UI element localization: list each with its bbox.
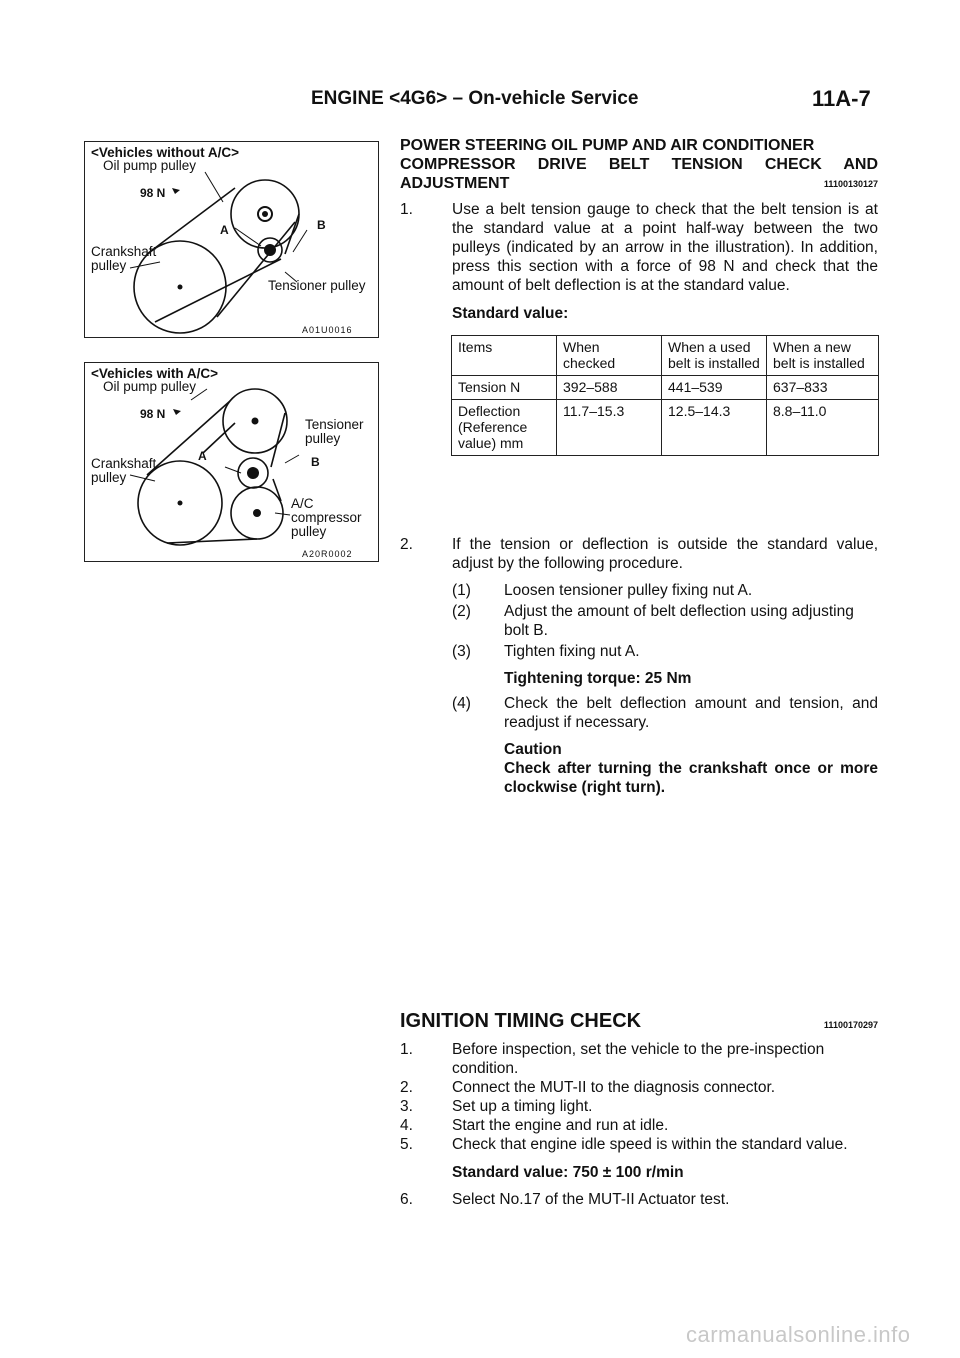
table-header-cell: Items — [452, 336, 557, 376]
standard-value-label: Standard value: — [452, 305, 569, 322]
procedure-substep-2 — [452, 602, 878, 640]
page-header-title: ENGINE <4G6> – On-vehicle Service — [311, 88, 639, 109]
table-cell: 441–539 — [662, 376, 767, 400]
substep-number: (3) — [452, 643, 471, 660]
step-number: 5. — [400, 1136, 413, 1153]
figure2-tensioner-label-2: pulley — [305, 431, 341, 446]
procedure-substep-1 — [452, 581, 878, 600]
step-text: Set up a timing light. — [452, 1098, 593, 1115]
ignition-steps — [400, 1040, 878, 1154]
figure2-ac-label-2: compressor — [291, 510, 362, 525]
step-number: 2. — [400, 1079, 413, 1096]
section1-title-line1: POWER STEERING OIL PUMP AND AIR CONDITIONER — [400, 137, 815, 154]
section1-title-line3: ADJUSTMENT — [400, 175, 510, 192]
figure2-crankshaft-label: Crankshaft — [91, 456, 157, 471]
step-text: Select No.17 of the MUT-II Actuator test. — [452, 1191, 730, 1208]
step-number: 6. — [400, 1191, 413, 1208]
figure1-crankshaft-label: Crankshaft — [91, 244, 157, 259]
substep-number: (4) — [452, 695, 471, 712]
figure1-label-a: A — [220, 223, 229, 237]
step-text: Use a belt tension gauge to check that the belt tension is at the standard value at a point half-way between the two pulleys (indicated by an arrow in the illustration). In addition, press this section with a force of 98 N and check that the amount of belt deflection is at the standard value. — [452, 201, 878, 294]
substep-text: Adjust the amount of belt deflection using adjusting bolt B. — [504, 603, 854, 639]
substep-text: Check the belt deflection amount and tension, and readjust if necessary. — [504, 695, 878, 731]
procedure-substep-4 — [452, 694, 878, 732]
figure2-ac-label: A/C — [291, 496, 314, 511]
section1-step1 — [400, 200, 878, 295]
figure2-code: A20R0002 — [302, 549, 353, 559]
step-text: Start the engine and run at idle. — [452, 1117, 669, 1134]
figure2-tensioner-label: Tensioner — [305, 417, 364, 432]
table-header-cell: When a new belt is installed — [767, 336, 879, 376]
step-text: Check that engine idle speed is within the standard value. — [452, 1136, 848, 1153]
section2-ref-code: 11100170297 — [823, 1020, 878, 1030]
substep-text: Loosen tensioner pulley fixing nut A. — [504, 582, 753, 599]
figure2-title: <Vehicles with A/C> — [91, 366, 219, 381]
section2-title: IGNITION TIMING CHECK — [400, 1010, 642, 1032]
figure1-force-label: 98 N — [140, 186, 166, 200]
figure1-oil-pump-label: Oil pump pulley — [103, 158, 197, 173]
figure2-label-b: B — [311, 455, 320, 469]
step-number: 4. — [400, 1117, 413, 1134]
step-number: 3. — [400, 1098, 413, 1115]
step-text: Before inspection, set the vehicle to the pre-inspection condition. — [452, 1041, 825, 1077]
caution-text: Check after turning the crankshaft once or more clockwise (right turn). — [504, 760, 878, 796]
substep-number: (1) — [452, 582, 471, 599]
ignition-step — [400, 1116, 878, 1135]
figure2-force-label: 98 N — [140, 407, 166, 421]
site-watermark: carmanualsonline.info — [686, 1322, 911, 1347]
table-header-cell: When checked — [557, 336, 662, 376]
substep-text: Tighten fixing nut A. — [504, 643, 640, 660]
figure1-label-b: B — [317, 218, 326, 232]
procedure-substep-3 — [452, 642, 878, 661]
ignition-step-6 — [400, 1190, 878, 1209]
section1-title-line2: COMPRESSOR DRIVE BELT TENSION CHECK AND — [400, 156, 878, 173]
ignition-step — [400, 1040, 878, 1078]
step-number: 1. — [400, 201, 413, 218]
figure2-label-a: A — [198, 449, 207, 463]
step-text: If the tension or deflection is outside the standard value, adjust by the following procedure. — [452, 536, 878, 572]
ignition-step — [400, 1135, 878, 1154]
ignition-step — [400, 1097, 878, 1116]
section1-ref-code: 11100130127 — [823, 179, 878, 189]
figure-belt-without-ac — [84, 141, 379, 338]
table-row — [452, 376, 879, 400]
table-cell: Tension N — [452, 376, 557, 400]
table-cell: 8.8–11.0 — [767, 400, 879, 456]
belt-spec-table — [451, 335, 879, 456]
ignition-step — [400, 1078, 878, 1097]
table-cell: Deflection (Reference value) mm — [452, 400, 557, 456]
section1-step2 — [400, 535, 878, 573]
adjust-procedure — [452, 581, 878, 797]
substep-number: (2) — [452, 603, 471, 620]
table-cell: 392–588 — [557, 376, 662, 400]
figure1-code: A01U0016 — [302, 325, 353, 335]
table-cell: 12.5–14.3 — [662, 400, 767, 456]
table-header-cell: When a used belt is installed — [662, 336, 767, 376]
step-text: Connect the MUT-II to the diagnosis connector. — [452, 1079, 776, 1096]
table-header-row — [452, 336, 879, 376]
figure1-crankshaft-label-2: pulley — [91, 258, 127, 273]
caution-title: Caution — [504, 741, 562, 758]
figure1-title: <Vehicles without A/C> — [91, 145, 240, 160]
figure2-ac-label-3: pulley — [291, 524, 327, 539]
idle-standard-value: Standard value: 750 ± 100 r/min — [452, 1164, 684, 1181]
figure1-tensioner-label: Tensioner pulley — [268, 278, 366, 293]
tightening-torque: Tightening torque: 25 Nm — [504, 670, 692, 687]
page-number: 11A-7 — [812, 86, 871, 111]
table-row — [452, 400, 879, 456]
step-number: 2. — [400, 536, 413, 553]
table-cell: 11.7–15.3 — [557, 400, 662, 456]
figure2-crankshaft-label-2: pulley — [91, 470, 127, 485]
section-belt-tension — [400, 136, 878, 797]
figure-belt-with-ac — [84, 362, 379, 562]
figure2-oil-pump-label: Oil pump pulley — [103, 379, 197, 394]
table-cell: 637–833 — [767, 376, 879, 400]
step-number: 1. — [400, 1041, 413, 1058]
section-ignition-timing — [400, 1012, 878, 1209]
